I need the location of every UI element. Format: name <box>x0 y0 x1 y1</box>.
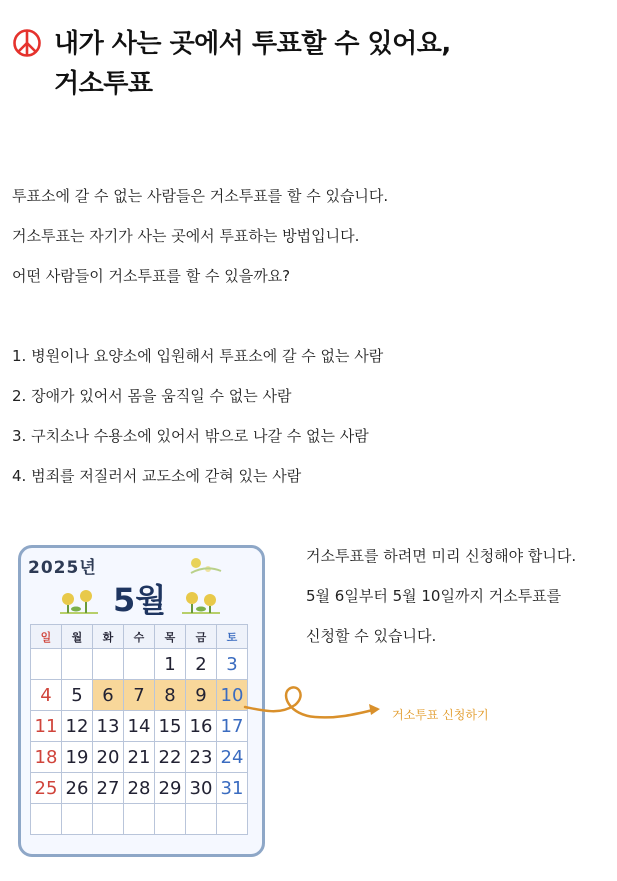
calendar-month: 5월 <box>113 581 167 619</box>
intro-line: 어떤 사람들이 거소투표를 할 수 있을까요? <box>12 267 291 285</box>
calendar-body <box>31 649 248 835</box>
no-sign-icon <box>12 28 42 58</box>
calendar-day-cell <box>124 804 155 835</box>
calendar-day-cell: 3 <box>217 649 248 680</box>
application-line: 신청할 수 있습니다. <box>306 627 437 645</box>
calendar-day-cell: 31 <box>217 773 248 804</box>
calendar-day-cell: 18 <box>31 742 62 773</box>
weekday-label: 토 <box>217 625 248 649</box>
calendar-week-row <box>31 804 248 835</box>
curly-arrow-icon <box>235 683 385 743</box>
calendar-day-cell: 20 <box>93 742 124 773</box>
calendar-day-cell: 16 <box>186 711 217 742</box>
eligible-item: 3. 구치소나 수용소에 있어서 밖으로 나갈 수 없는 사람 <box>12 427 369 445</box>
calendar-day-cell <box>31 649 62 680</box>
calendar-day-cell: 12 <box>62 711 93 742</box>
calendar-day-cell: 28 <box>124 773 155 804</box>
calendar-day-cell: 24 <box>217 742 248 773</box>
calendar-day-cell: 13 <box>93 711 124 742</box>
weekday-label: 목 <box>155 625 186 649</box>
weekday-label: 화 <box>93 625 124 649</box>
weekday-label: 수 <box>124 625 155 649</box>
calendar-day-cell: 4 <box>31 680 62 711</box>
page-title-line-2: 거소투표 <box>54 69 153 99</box>
calendar-day-cell: 6 <box>93 680 124 711</box>
calendar-grid <box>30 624 248 835</box>
calendar-week-row <box>31 742 248 773</box>
eligible-item: 2. 장애가 있어서 몸을 움직일 수 없는 사람 <box>12 387 292 405</box>
calendar-week-row <box>31 680 248 711</box>
weekday-label: 일 <box>31 625 62 649</box>
weekday-label: 금 <box>186 625 217 649</box>
calendar-week-row <box>31 649 248 680</box>
calendar-day-cell: 1 <box>155 649 186 680</box>
calendar-day-cell: 11 <box>31 711 62 742</box>
calendar-week-row <box>31 711 248 742</box>
intro-line: 투표소에 갈 수 없는 사람들은 거소투표를 할 수 있습니다. <box>12 187 389 205</box>
intro-line: 거소투표는 자기가 사는 곳에서 투표하는 방법입니다. <box>12 227 360 245</box>
eligible-item: 1. 병원이나 요양소에 입원해서 투표소에 갈 수 없는 사람 <box>12 347 384 365</box>
eligible-item: 4. 범죄를 저질러서 교도소에 갇혀 있는 사람 <box>12 467 302 485</box>
calendar-day-cell: 8 <box>155 680 186 711</box>
calendar-day-cell: 5 <box>62 680 93 711</box>
calendar-day-cell <box>93 649 124 680</box>
calendar-day-cell: 10 <box>217 680 248 711</box>
calendar-day-cell: 30 <box>186 773 217 804</box>
calendar-day-cell: 22 <box>155 742 186 773</box>
calendar-day-cell: 15 <box>155 711 186 742</box>
calendar-day-cell: 21 <box>124 742 155 773</box>
calendar-day-cell: 19 <box>62 742 93 773</box>
calendar-day-cell: 26 <box>62 773 93 804</box>
calendar-year: 2025년 <box>28 558 97 578</box>
calendar-day-cell <box>217 804 248 835</box>
calendar-day-cell: 7 <box>124 680 155 711</box>
calendar-day-cell: 25 <box>31 773 62 804</box>
calendar-week-row <box>31 773 248 804</box>
flower-icon <box>186 555 226 577</box>
calendar-day-cell <box>186 804 217 835</box>
calendar-day-cell: 17 <box>217 711 248 742</box>
flower-icon <box>56 587 102 615</box>
apply-absentee-vote-link[interactable]: 거소투표 신청하기 <box>392 708 489 722</box>
calendar-day-cell <box>155 804 186 835</box>
application-line: 거소투표를 하려면 미리 신청해야 합니다. <box>306 547 577 565</box>
calendar-day-cell <box>62 804 93 835</box>
calendar-day-cell: 29 <box>155 773 186 804</box>
calendar-day-cell: 27 <box>93 773 124 804</box>
application-line: 5월 6일부터 5월 10일까지 거소투표를 <box>306 587 562 605</box>
calendar-day-cell <box>93 804 124 835</box>
flower-icon <box>178 587 224 615</box>
calendar-day-cell: 23 <box>186 742 217 773</box>
weekday-row <box>31 625 248 649</box>
weekday-label: 월 <box>62 625 93 649</box>
calendar-illustration <box>18 545 265 857</box>
calendar-day-cell <box>62 649 93 680</box>
page-title-line-1: 내가 사는 곳에서 투표할 수 있어요, <box>54 29 451 59</box>
calendar-day-cell: 14 <box>124 711 155 742</box>
calendar-day-cell: 2 <box>186 649 217 680</box>
calendar-day-cell <box>31 804 62 835</box>
calendar-day-cell <box>124 649 155 680</box>
calendar-day-cell: 9 <box>186 680 217 711</box>
